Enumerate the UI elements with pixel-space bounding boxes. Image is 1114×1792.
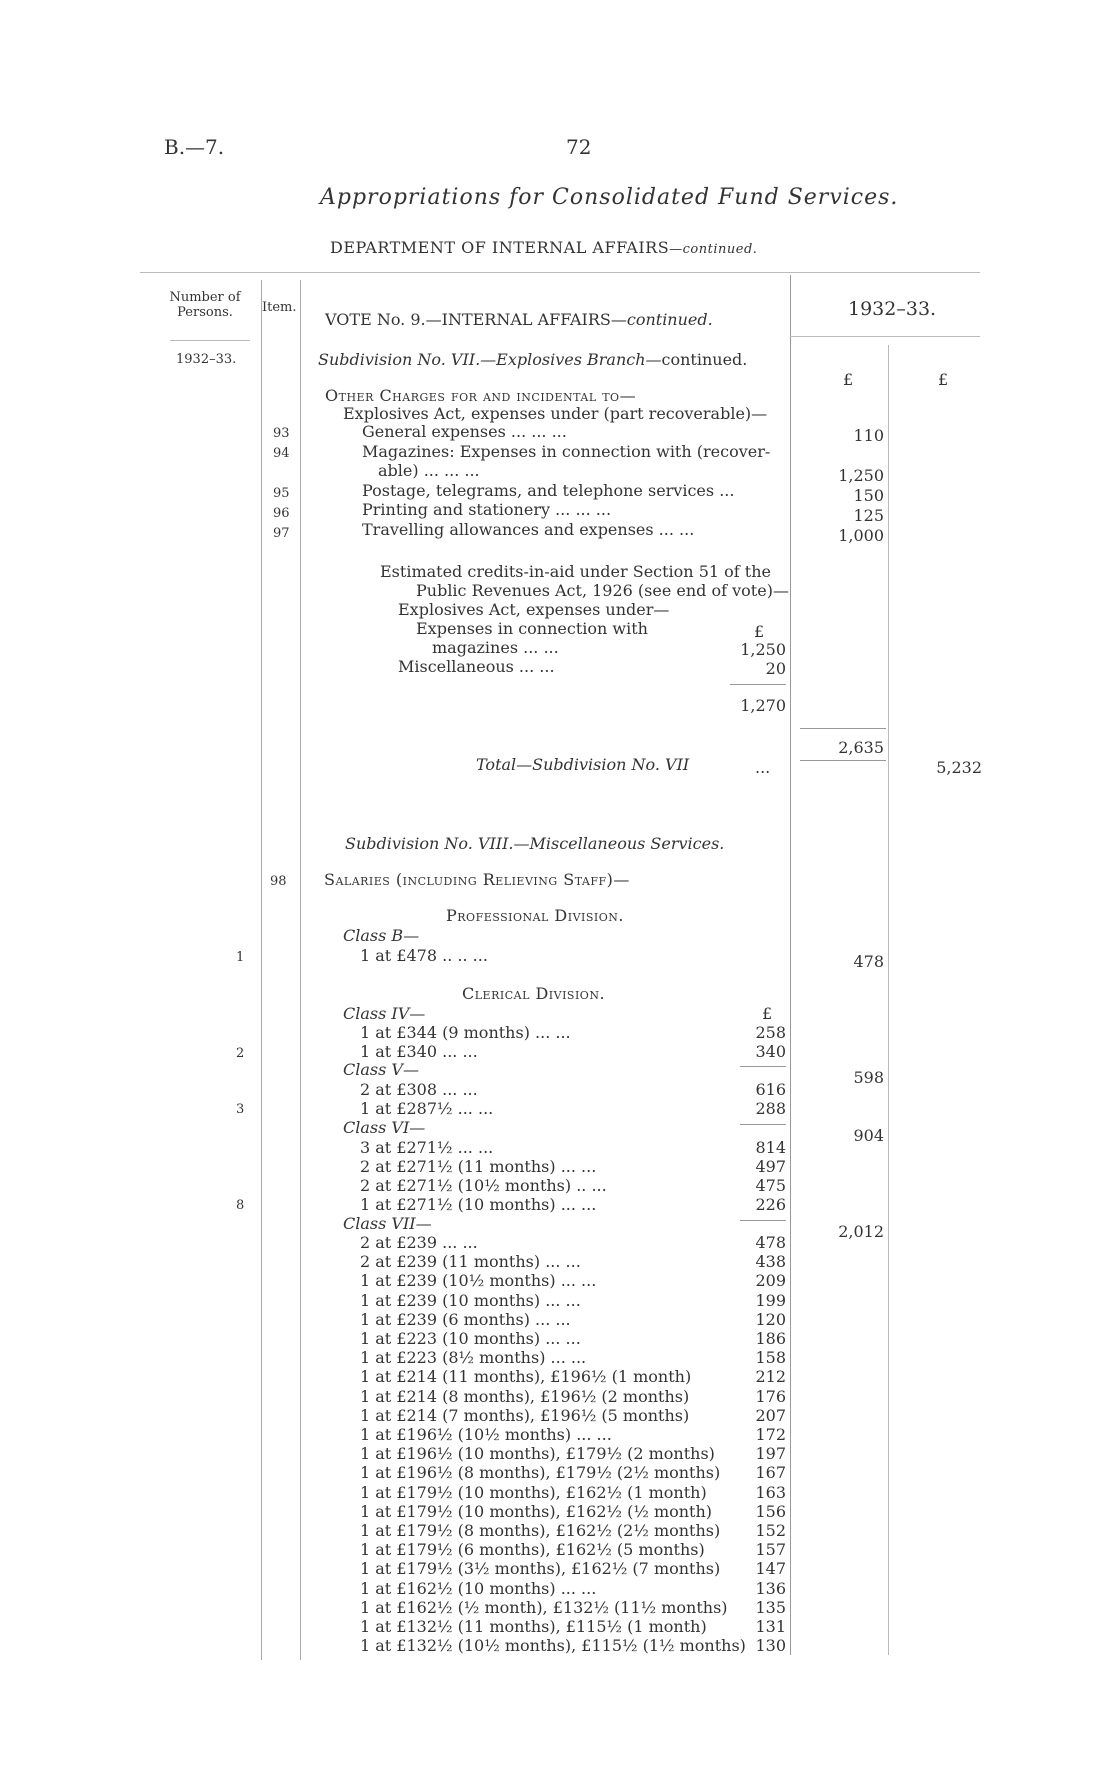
salary-row-label: 1 at £196½ (8 months), £179½ (2½ months) [360, 1463, 721, 1482]
salary-row-value: 258 [755, 1023, 786, 1042]
department-name: DEPARTMENT OF INTERNAL AFFAIRS [330, 238, 670, 257]
salary-row-value: 475 [755, 1176, 786, 1195]
salary-row-value: 207 [755, 1406, 786, 1425]
item-amount: 1,000 [838, 526, 884, 545]
salary-row-label: 1 at £162½ (½ month), £132½ (11½ months) [360, 1598, 728, 1617]
credits-line: Expenses in connection with [416, 619, 648, 638]
salary-row-value: 814 [755, 1138, 786, 1157]
credits-line: magazines ... ... [432, 638, 559, 657]
credits-rule [730, 684, 786, 685]
total-leader-dots: ... [755, 758, 771, 777]
item-amount: 110 [853, 426, 884, 445]
class-b-row: 1 at £478 .. .. ... [360, 946, 488, 965]
item-number: 96 [273, 506, 290, 521]
class-vi-rule [740, 1220, 786, 1221]
item-label: Postage, telegrams, and telephone services ... [362, 481, 735, 500]
table-top-rule [140, 272, 980, 273]
salary-row-label: 1 at £196½ (10 months), £179½ (2 months) [360, 1444, 715, 1463]
subdivision-vii-continued: continued. [661, 350, 748, 369]
salary-row-value: 156 [755, 1502, 786, 1521]
other-charges-heading: Other Charges for and incidental to— [325, 386, 637, 405]
subdivision-vii-title: Subdivision No. VII.—Explosives Branch— [318, 350, 662, 369]
subtotal-bottom-rule [800, 760, 886, 761]
credits-pound-sign: £ [754, 622, 765, 641]
salary-row-label: 1 at £271½ (10 months) ... ... [360, 1195, 597, 1214]
salary-row-value: 497 [755, 1157, 786, 1176]
salary-row-label: 1 at £239 (6 months) ... ... [360, 1310, 571, 1329]
subdivision-vii-total: 5,232 [936, 758, 982, 777]
salary-row-value: 147 [755, 1559, 786, 1578]
class-v-rule [740, 1124, 786, 1125]
salary-row-value: 157 [755, 1540, 786, 1559]
item-number: 98 [270, 874, 287, 889]
salary-row-label: 1 at £162½ (10 months) ... ... [360, 1579, 597, 1598]
col-rule-amount [790, 275, 791, 1655]
persons-count: 1 [236, 950, 245, 965]
class-vii-heading: Class VII— [343, 1214, 432, 1233]
item-number: 95 [273, 486, 290, 501]
salary-row-value: 340 [755, 1042, 786, 1061]
salary-row-label: 2 at £239 (11 months) ... ... [360, 1252, 581, 1271]
salary-row-value: 158 [755, 1348, 786, 1367]
item-label: Printing and stationery ... ... ... [362, 500, 612, 519]
vote-heading [325, 310, 713, 329]
subdivision-vii-subtotal: 2,635 [838, 738, 884, 757]
salary-row-value: 186 [755, 1329, 786, 1348]
persons-rule [170, 340, 250, 341]
persons-column-header: Number of Persons. [169, 290, 241, 320]
salary-row-label: 1 at £239 (10 months) ... ... [360, 1291, 581, 1310]
salary-row-value: 288 [755, 1099, 786, 1118]
professional-division-heading: Professional Division. [446, 906, 625, 925]
clerical-division-heading: Clerical Division. [462, 984, 606, 1003]
department-heading [330, 238, 757, 259]
salaries-heading: Salaries (including Relieving Staff)— [324, 870, 630, 889]
salary-row-value: 136 [755, 1579, 786, 1598]
salary-row-value: 130 [755, 1636, 786, 1655]
year-header: 1932–33. [848, 298, 937, 320]
salary-row-value: 478 [755, 1233, 786, 1252]
salary-row-value: 616 [755, 1080, 786, 1099]
class-b-heading: Class B— [343, 926, 420, 945]
salary-row-value: 172 [755, 1425, 786, 1444]
item-label: Magazines: Expenses in connection with (recover- [362, 442, 771, 461]
item-amount: 125 [853, 506, 884, 525]
class-iv-heading: Class IV— [343, 1004, 426, 1023]
salary-row-label: 1 at £214 (11 months), £196½ (1 month) [360, 1367, 692, 1386]
salary-row-label: 1 at £196½ (10½ months) ... ... [360, 1425, 612, 1444]
item-number: 97 [273, 526, 290, 541]
salary-row-value: 131 [755, 1617, 786, 1636]
salary-row-value: 135 [755, 1598, 786, 1617]
salary-row-label: 2 at £271½ (10½ months) .. ... [360, 1176, 607, 1195]
department-continued: —continued. [669, 242, 758, 257]
subtotal-rule [800, 728, 886, 729]
salary-row-label: 1 at £287½ ... ... [360, 1099, 494, 1118]
salary-row-value: 438 [755, 1252, 786, 1271]
salary-row-label: 1 at £340 ... ... [360, 1042, 478, 1061]
credit-total: 1,270 [740, 696, 786, 715]
salary-row-value: 226 [755, 1195, 786, 1214]
class-iv-rule [740, 1066, 786, 1067]
explosives-act-heading: Explosives Act, expenses under (part recoverable)— [343, 404, 768, 423]
pound-sign-amount: £ [843, 370, 854, 389]
credit-miscellaneous: 20 [765, 659, 786, 678]
class-v-heading: Class V— [343, 1060, 419, 1079]
salary-row-label: 2 at £271½ (11 months) ... ... [360, 1157, 597, 1176]
item-label: General expenses ... ... ... [362, 422, 567, 441]
salary-row-label: 1 at £223 (10 months) ... ... [360, 1329, 581, 1348]
class-vi-heading: Class VI— [343, 1118, 426, 1137]
col-rule-persons [261, 280, 262, 1660]
salary-row-label: 1 at £179½ (10 months), £162½ (½ month) [360, 1502, 713, 1521]
vote-title: VOTE No. 9.—INTERNAL AFFAIRS— [325, 310, 627, 329]
salary-row-label: 1 at £239 (10½ months) ... ... [360, 1271, 597, 1290]
salary-row-value: 163 [755, 1483, 786, 1502]
salary-row-value: 212 [755, 1367, 786, 1386]
salary-row-label: 1 at £223 (8½ months) ... ... [360, 1348, 587, 1367]
persons-count: 2 [236, 1046, 245, 1061]
col-rule-subtotal [888, 345, 889, 1655]
salary-row-value: 176 [755, 1387, 786, 1406]
subdivision-vii-heading [318, 350, 747, 369]
item-label: able) ... ... ... [378, 461, 480, 480]
salary-row-value: 197 [755, 1444, 786, 1463]
salary-row-label: 3 at £271½ ... ... [360, 1138, 494, 1157]
class-vi-total: 2,012 [838, 1222, 884, 1241]
salary-row-label: 1 at £179½ (6 months), £162½ (5 months) [360, 1540, 705, 1559]
item-number: 93 [273, 426, 290, 441]
salary-row-value: 199 [755, 1291, 786, 1310]
item-amount: 1,250 [838, 466, 884, 485]
pound-sign-total: £ [938, 370, 949, 389]
vote-continued: continued. [626, 310, 713, 329]
credits-line: Miscellaneous ... ... [398, 657, 555, 676]
item-column-header: Item. [262, 300, 297, 315]
persons-count: 8 [236, 1198, 245, 1213]
salary-row-label: 2 at £239 ... ... [360, 1233, 478, 1252]
salary-row-value: 120 [755, 1310, 786, 1329]
credits-line: Estimated credits-in-aid under Section 51 of the [380, 562, 771, 581]
salary-row-value: 209 [755, 1271, 786, 1290]
persons-year-header: 1932–33. [176, 352, 237, 367]
salary-row-label: 1 at £344 (9 months) ... ... [360, 1023, 571, 1042]
salary-row-label: 1 at £214 (7 months), £196½ (5 months) [360, 1406, 690, 1425]
item-amount: 150 [853, 486, 884, 505]
document-reference: B.—7. [164, 135, 225, 159]
salary-row-label: 1 at £132½ (11 months), £115½ (1 month) [360, 1617, 707, 1636]
class-iv-pound-sign: £ [762, 1004, 773, 1023]
class-b-amount: 478 [853, 952, 884, 971]
subdivision-vii-total-label: Total—Subdivision No. VII [476, 755, 690, 774]
credit-magazines: 1,250 [740, 640, 786, 659]
page-number: 72 [566, 135, 592, 159]
year-rule [790, 336, 980, 337]
page-title: Appropriations for Consolidated Fund Services. [320, 185, 899, 210]
item-label: Travelling allowances and expenses ... ... [362, 520, 695, 539]
salary-row-label: 1 at £214 (8 months), £196½ (2 months) [360, 1387, 690, 1406]
subdivision-viii-heading: Subdivision No. VIII.—Miscellaneous Services. [345, 834, 725, 853]
col-rule-item [300, 280, 301, 1660]
salary-row-label: 1 at £179½ (8 months), £162½ (2½ months) [360, 1521, 721, 1540]
salary-row-label: 1 at £179½ (3½ months), £162½ (7 months) [360, 1559, 721, 1578]
item-number: 94 [273, 446, 290, 461]
salary-row-value: 167 [755, 1463, 786, 1482]
credits-line: Explosives Act, expenses under— [398, 600, 670, 619]
class-iv-total: 598 [853, 1068, 884, 1087]
credits-line: Public Revenues Act, 1926 (see end of vote)— [416, 581, 789, 600]
salary-row-label: 1 at £179½ (10 months), £162½ (1 month) [360, 1483, 707, 1502]
class-v-total: 904 [853, 1126, 884, 1145]
salary-row-label: 1 at £132½ (10½ months), £115½ (1½ months) [360, 1636, 746, 1655]
salary-row-label: 2 at £308 ... ... [360, 1080, 478, 1099]
salary-row-value: 152 [755, 1521, 786, 1540]
persons-count: 3 [236, 1102, 245, 1117]
